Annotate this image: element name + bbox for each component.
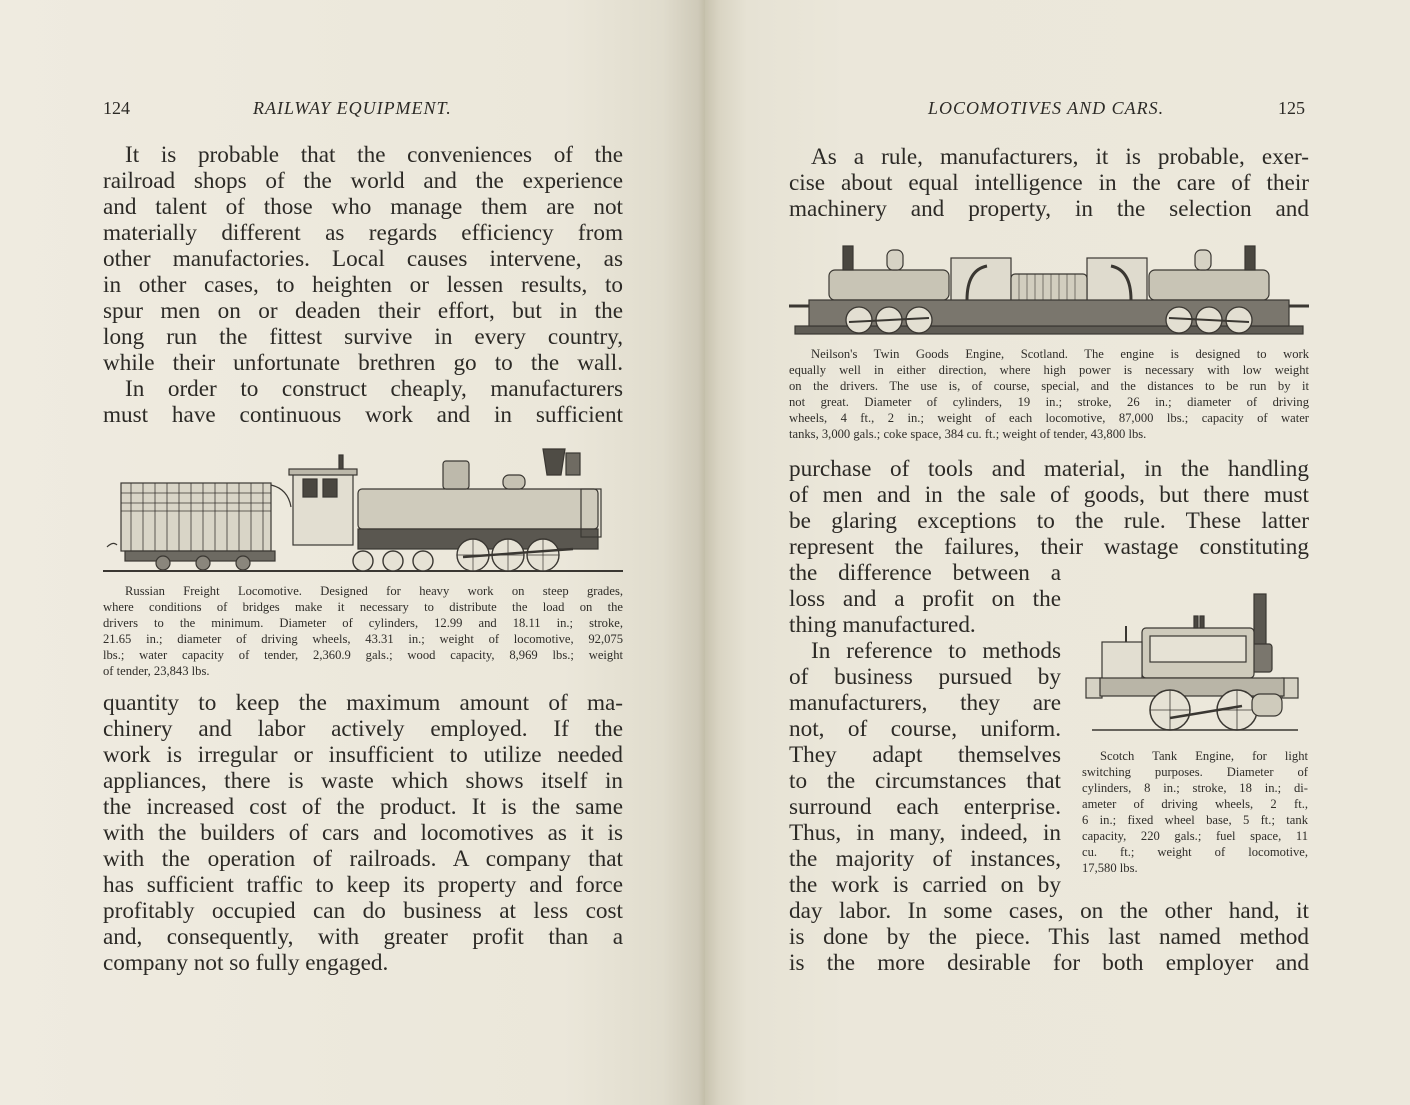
text-line: purchase of tools and material, in the handling [789, 456, 1309, 482]
text-line: and talent of those who manage them are not [103, 194, 623, 220]
caption-line: ameter of driving wheels, 2 ft., [1082, 797, 1308, 811]
text-line: In reference to methods [811, 638, 1061, 664]
text-line: work is irregular or insufficient to utilize needed [103, 742, 623, 768]
text-line: while their unfortunate brethren go to the wall. [103, 350, 623, 376]
caption-line: 17,580 lbs. [1082, 861, 1138, 875]
figure-caption-russian-locomotive [103, 583, 623, 679]
caption-line: where conditions of bridges make it necessary to distribute the load on the [103, 600, 623, 614]
text-line: is the more desirable for both employer and [789, 950, 1309, 976]
caption-line: 21.65 in.; diameter of driving wheels, 43.31 in.; weight of locomotive, 92,075 [103, 632, 623, 646]
text-line: quantity to keep the maximum amount of ma- [103, 690, 623, 716]
text-line: As a rule, manufacturers, it is probable, exer- [811, 144, 1309, 170]
caption-line: cu. ft.; weight of locomotive, [1082, 845, 1308, 859]
scotch-tank-engine-illustration [1082, 590, 1308, 740]
text-line: the work is carried on by [789, 872, 1061, 898]
right-page [705, 0, 1410, 1105]
text-line: in other cases, to heighten or lessen results, to [103, 272, 623, 298]
neilson-twin-goods-engine-illustration [789, 240, 1309, 338]
text-line: It is probable that the conveniences of the [125, 142, 623, 168]
text-line: chinery and labor actively employed. If the [103, 716, 623, 742]
text-line: and, consequently, with greater profit than a [103, 924, 623, 950]
caption-line: switching purposes. Diameter of [1082, 765, 1308, 779]
text-line: with the operation of railroads. A company that [103, 846, 623, 872]
text-line: company not so fully engaged. [103, 950, 389, 976]
caption-line: Russian Freight Locomotive. Designed for heavy work on steep grades, [125, 584, 623, 598]
text-line: not, of course, uniform. [789, 716, 1061, 742]
caption-line: Scotch Tank Engine, for light [1100, 749, 1308, 763]
text-line: of business pursued by [789, 664, 1061, 690]
body-text-paragraph-1 [789, 144, 1309, 222]
figure-caption-scotch-tank-engine [1082, 748, 1308, 876]
text-line: has sufficient traffic to keep its property and force [103, 872, 623, 898]
running-title: RAILWAY EQUIPMENT. [253, 98, 452, 118]
page-number: 124 [103, 98, 130, 118]
text-line: is done by the piece. This last named method [789, 924, 1309, 950]
text-line: to the circumstances that [789, 768, 1061, 794]
text-line: machinery and property, in the selection and [789, 196, 1309, 222]
caption-line: equally well in either direction, where high power is necessary with low weight [789, 363, 1309, 377]
text-line: day labor. In some cases, on the other hand, it [789, 898, 1309, 924]
body-text-paragraph-2 [789, 456, 1309, 560]
caption-line: drivers to the minimum. Diameter of cylinders, 12.99 and 18.11 in.; stroke, [103, 616, 623, 630]
caption-line: tanks, 3,000 gals.; coke space, 384 cu. ft.; weight of tender, 43,800 lbs. [789, 427, 1147, 441]
text-line: with the builders of cars and locomotives as it is [103, 820, 623, 846]
caption-line: wheels, 4 ft., 2 in.; weight of each locomotive, 87,000 lbs.; capacity of water [789, 411, 1309, 425]
text-line: must have continuous work and in sufficient [103, 402, 623, 428]
page-number: 125 [1278, 98, 1305, 118]
text-line: of men and in the sale of goods, but there must [789, 482, 1309, 508]
running-title: LOCOMOTIVES AND CARS. [928, 98, 1165, 118]
caption-line: 6 in.; fixed wheel base, 5 ft.; tank [1082, 813, 1308, 827]
body-text-paragraph-3 [103, 690, 623, 976]
text-line: loss and a profit on the [789, 586, 1061, 612]
body-text-paragraph-3 [789, 898, 1309, 976]
caption-line: of tender, 23,843 lbs. [103, 664, 210, 678]
text-line: be glaring exceptions to the rule. These latter [789, 508, 1309, 534]
text-line: Thus, in many, indeed, in [789, 820, 1061, 846]
caption-line: capacity, 220 gals.; fuel space, 11 [1082, 829, 1308, 843]
text-line: manufacturers, they are [789, 690, 1061, 716]
text-line: appliances, there is waste which shows itself in [103, 768, 623, 794]
text-line: long run the fittest survive in every country, [103, 324, 623, 350]
text-line: profitably occupied can do business at less cost [103, 898, 623, 924]
text-line: cise about equal intelligence in the care of their [789, 170, 1309, 196]
text-line: the difference between a [789, 560, 1061, 586]
text-line: railroad shops of the world and the experience [103, 168, 623, 194]
caption-line: not great. Diameter of cylinders, 19 in.; stroke, 26 in.; diameter of driving [789, 395, 1309, 409]
caption-line: Neilson's Twin Goods Engine, Scotland. The engine is designed to work [811, 347, 1309, 361]
russian-freight-locomotive-illustration [103, 445, 623, 580]
figure-caption-neilson-engine [789, 346, 1309, 442]
caption-line: lbs.; water capacity of tender, 2,360.9 gals.; wood capacity, 8,969 lbs.; weight [103, 648, 623, 662]
text-line: the increased cost of the product. It is the same [103, 794, 623, 820]
text-line: other manufactories. Local causes intervene, as [103, 246, 623, 272]
caption-line: on the drivers. The use is, of course, special, and the distances to be run by it [789, 379, 1309, 393]
text-line: represent the failures, their wastage constituting [789, 534, 1309, 560]
caption-line: cylinders, 8 in.; stroke, 18 in.; di- [1082, 781, 1308, 795]
body-text-narrow-column [789, 560, 1061, 898]
text-line: thing manufactured. [789, 612, 976, 638]
text-line: materially different as regards efficiency from [103, 220, 623, 246]
text-line: the majority of instances, [789, 846, 1061, 872]
text-line: surround each enterprise. [789, 794, 1061, 820]
text-line: In order to construct cheaply, manufacturers [125, 376, 623, 402]
body-text-paragraph-1 [103, 142, 623, 428]
text-line: spur men on or deaden their effort, but in the [103, 298, 623, 324]
text-line: They adapt themselves [789, 742, 1061, 768]
